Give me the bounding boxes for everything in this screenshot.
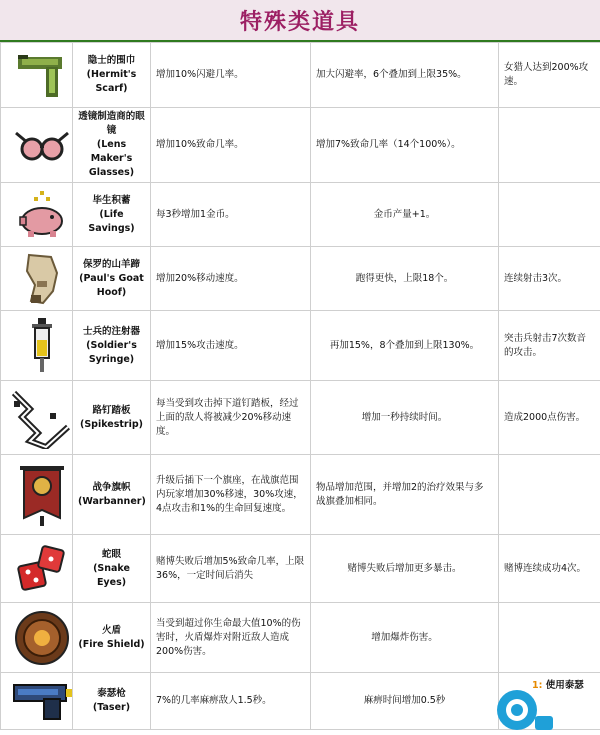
item-name-en: (Lens Maker's Glasses) <box>88 139 135 178</box>
effect-1: 增加20%移动速度。 <box>151 247 311 311</box>
effect-2: 麻痹时间增加0.5秒 <box>311 673 499 730</box>
effect-2: 金币产量+1。 <box>311 183 499 247</box>
effect-2: 赌博失败后增加更多暴击。 <box>311 535 499 603</box>
page-title: 特殊类道具 <box>239 9 360 35</box>
icon-cell <box>1 455 73 535</box>
effect-3: 赌博连续成功4次。 <box>499 535 600 603</box>
syringe-icon <box>6 316 73 376</box>
icon-cell <box>1 183 73 247</box>
icon-cell <box>1 535 73 603</box>
item-name <box>73 247 151 311</box>
effect-1: 赌博失败后增加5%致命几率，上限36%，一定时间后消失 <box>151 535 311 603</box>
item-name <box>73 108 151 183</box>
item-name-en: (Snake Eyes) <box>93 562 130 588</box>
item-name-cn: 火盾 <box>101 624 121 636</box>
item-name-cn: 路钉踏板 <box>92 404 131 416</box>
item-name-cn: 士兵的注射器 <box>82 325 140 337</box>
item-name-cn: 保罗的山羊蹄 <box>82 258 140 270</box>
effect-1: 每3秒增加1金币。 <box>151 183 311 247</box>
goat-hoof-icon <box>6 251 73 307</box>
scarf-icon <box>6 47 73 103</box>
item-name-cn: 毕生积蓄 <box>92 194 131 206</box>
effect-3: 造成2000点伤害。 <box>499 381 600 455</box>
banner-icon <box>6 462 73 528</box>
effect-2: 物品增加范围，并增加2的治疗效果与多战旗叠加相同。 <box>311 455 499 535</box>
piggy-bank-icon <box>6 189 73 241</box>
dice-icon <box>6 542 73 596</box>
icon-cell <box>1 603 73 673</box>
icon-cell <box>1 43 73 108</box>
item-name <box>73 183 151 247</box>
item-name <box>73 455 151 535</box>
effect-3 <box>499 455 600 535</box>
fire-shield-icon <box>6 609 73 667</box>
table-row <box>1 183 600 247</box>
table-row <box>1 455 600 535</box>
spikestrip-icon <box>6 387 73 449</box>
table-row <box>1 381 600 455</box>
item-name-en: (Life Savings) <box>88 208 135 234</box>
title-bar <box>0 0 600 42</box>
item-name-cn: 隐士的围巾 <box>87 55 136 66</box>
table-row <box>1 603 600 673</box>
item-name-en: (Fire Shield) <box>78 638 145 650</box>
item-name <box>73 673 151 730</box>
table-row <box>1 535 600 603</box>
item-name-en: (Paul's Goat Hoof) <box>79 272 144 298</box>
item-name-cn: 蛇眼 <box>101 548 121 560</box>
effect-2: 加大闪避率，6个叠加到上限35%。 <box>311 43 499 108</box>
effect-3 <box>499 108 600 183</box>
effect-3 <box>499 603 600 673</box>
item-name-en: (Spikestrip) <box>79 418 144 430</box>
icon-cell <box>1 108 73 183</box>
item-name-en: (Hermit's Scarf) <box>86 69 137 94</box>
item-name-cn: 战争旗帜 <box>92 481 131 493</box>
item-name <box>73 535 151 603</box>
icon-cell <box>1 381 73 455</box>
effect-2: 再加15%，8个叠加到上限130%。 <box>311 311 499 381</box>
watermark-label: 使用泰瑟 <box>545 680 584 691</box>
taser-icon <box>6 679 73 723</box>
items-table <box>0 42 600 730</box>
item-name <box>73 43 151 108</box>
item-name-en: (Warbanner) <box>78 495 146 507</box>
item-name-cn: 泰瑟枪 <box>97 688 126 699</box>
icon-cell <box>1 247 73 311</box>
icon-cell <box>1 673 73 730</box>
effect-2: 增加爆炸伤害。 <box>311 603 499 673</box>
effect-1: 每当受到攻击掉下道钉踏板，经过上面的敌人将被减少20%移动速度。 <box>151 381 311 455</box>
effect-2: 增加7%致命几率（14个100%）。 <box>311 108 499 183</box>
table-row <box>1 43 600 108</box>
effect-1: 升级后插下一个旗座，在战旗范围内玩家增加30%移速，30%攻速，4点攻击和1%的生命回复速度。 <box>151 455 311 535</box>
effect-3: 连续射击3次。 <box>499 247 600 311</box>
effect-1: 增加10%致命几率。 <box>151 108 311 183</box>
glasses-icon <box>6 125 73 165</box>
effect-1: 增加10%闪避几率。 <box>151 43 311 108</box>
item-name <box>73 381 151 455</box>
effect-3: 突击兵射击7次数音的攻击。 <box>499 311 600 381</box>
item-name-cn: 透镜制造商的眼镜 <box>78 111 145 136</box>
table-row <box>1 247 600 311</box>
item-name <box>73 311 151 381</box>
effect-1: 7%的几率麻痹敌人1.5秒。 <box>151 673 311 730</box>
effect-1: 当受到超过你生命最大值10%的伤害时，火盾爆炸对附近敌人造成200%伤害。 <box>151 603 311 673</box>
item-name-en: (Soldier's Syringe) <box>86 339 137 365</box>
effect-3: 女猎人达到200%攻速。 <box>499 43 600 108</box>
effect-2: 增加一秒持续时间。 <box>311 381 499 455</box>
item-name-en: (Taser) <box>92 702 131 713</box>
effect-3 <box>499 183 600 247</box>
watermark-logo-icon <box>493 686 553 734</box>
table-row <box>1 311 600 381</box>
icon-cell <box>1 311 73 381</box>
effect-2: 跑得更快，上限18个。 <box>311 247 499 311</box>
watermark-accent: 1: <box>532 680 543 691</box>
item-name <box>73 603 151 673</box>
table-row <box>1 108 600 183</box>
effect-1: 增加15%攻击速度。 <box>151 311 311 381</box>
